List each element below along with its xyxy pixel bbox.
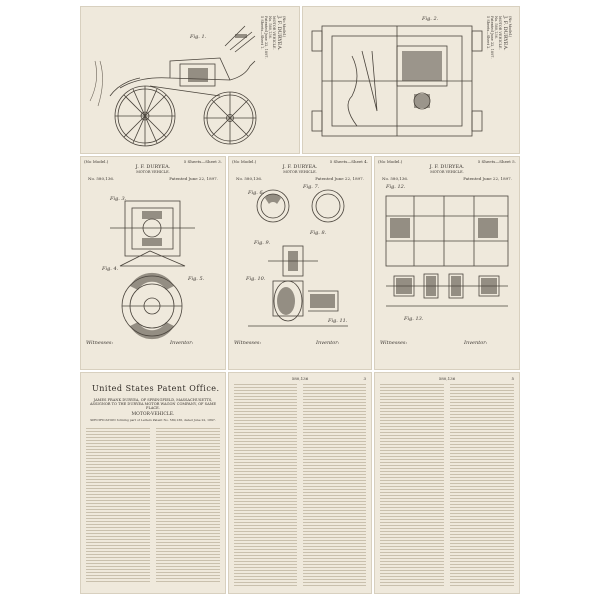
patent-sheet-3 (80, 156, 226, 370)
patent-sheet-5 (374, 156, 520, 370)
inventor-label: Inventor: (464, 340, 488, 346)
text-column-left (234, 384, 297, 588)
inventor-label: Inventor: (316, 340, 340, 346)
invention-title: MOTOR VEHICLE. (136, 170, 170, 174)
fig-label: Fig. 1. (190, 34, 207, 40)
assignor-line (84, 398, 222, 410)
rotated-header (260, 16, 286, 59)
sheets-label: (No Model.) (282, 16, 286, 38)
sheet-count: 5 Sheets—Sheet 4. (329, 159, 368, 164)
patent-date: Patented June 22, 1897. (264, 16, 268, 59)
patent-number: No. 580,136. (268, 16, 272, 39)
sheets-label: (No Model.) (84, 159, 109, 164)
invention-title: MOTOR VEHICLE. (498, 16, 502, 50)
fig-13-label: Fig. 13. (404, 316, 424, 322)
inventor-label: Inventor: (170, 340, 194, 346)
subtitle-2: THE DURYEA MOTOR WAGON COMPANY, OF SAME PLACE. (118, 402, 217, 410)
fig-6-label: Fig. 6. (248, 190, 265, 196)
witnesses-label: Witnesses: (234, 340, 262, 346)
page-number: 3 (363, 376, 366, 381)
patent-sheet-1 (80, 6, 300, 154)
sheets-label: (No Model.) (378, 159, 403, 164)
patent-number: No. 580,136. (236, 176, 263, 181)
sheets-label: (No Model.) (232, 159, 257, 164)
rotated-header (486, 16, 512, 59)
invention-title: MOTOR VEHICLE. (283, 170, 317, 174)
spec-line: SPECIFICATION forming part of Letters Patent No. 580,136, dated June 22, 1897. (90, 418, 216, 422)
subtitle-1: JAMES FRANK DURYEA, OF SPRINGFIELD, MASSACHUSETTS, ASSIGNOR TO (89, 398, 213, 406)
text-column-right (450, 384, 514, 588)
patent-date: Patented June 22, 1897. (463, 176, 512, 181)
text-column-left (380, 384, 444, 588)
inventor-name: J. F. DURYEA. (502, 16, 508, 51)
sheet-count: 5 Sheets—Sheet 3. (183, 159, 222, 164)
fig-3-label: Fig. 3. (110, 196, 127, 202)
office-title: United States Patent Office. (92, 384, 220, 393)
fig-11-label: Fig. 11. (328, 318, 348, 324)
patent-number: No. 580,136. (494, 16, 498, 39)
inventor-name: J. F. DURYEA. (135, 164, 171, 170)
fig-label: Fig. 2. (422, 16, 439, 22)
fig-8-label: Fig. 8. (310, 230, 327, 236)
patent-number: No. 580,136. (88, 176, 115, 181)
sheet-count: 5 Sheets—Sheet 2. (486, 16, 490, 50)
invention-title: MOTOR VEHICLE. (272, 16, 276, 50)
sheet-count: 5 Sheets—Sheet 1. (260, 16, 264, 50)
sheet-count: 5 Sheets—Sheet 5. (477, 159, 516, 164)
patent-date: Patented June 22, 1897. (490, 16, 494, 59)
text-column-right (156, 428, 220, 584)
page-label: 580,136 (438, 376, 456, 381)
inventor-name: J. F. DURYEA. (429, 164, 465, 170)
text-column-right (303, 384, 366, 588)
invention-title: MOTOR VEHICLE. (430, 170, 464, 174)
patent-date: Patented June 22, 1897. (315, 176, 364, 181)
specification-page-3 (374, 372, 520, 594)
fig-10-label: Fig. 10. (246, 276, 266, 282)
fig-5-label: Fig. 5. (188, 276, 205, 282)
fig-12-label: Fig. 12. (386, 184, 406, 190)
patent-sheet-2 (302, 6, 520, 154)
sheets-label: (No Model.) (508, 16, 512, 38)
inventor-name: J. F. DURYEA. (282, 164, 318, 170)
patent-date: Patented June 22, 1897. (169, 176, 218, 181)
witnesses-label: Witnesses: (380, 340, 408, 346)
inventor-name: J. F. DURYEA. (276, 16, 282, 51)
page-label: 580,136 (291, 376, 309, 381)
fig-4-label: Fig. 4. (102, 266, 119, 272)
specification-page-2 (228, 372, 372, 594)
patent-number: No. 580,136. (382, 176, 409, 181)
patent-sheet-4 (228, 156, 372, 370)
page-number: 5 (511, 376, 514, 381)
fig-9-label: Fig. 9. (254, 240, 271, 246)
sheet-3-drawing (80, 156, 226, 370)
sheet-4-drawing (228, 156, 372, 370)
text-column-left (86, 428, 150, 584)
fig-7-label: Fig. 7. (303, 184, 320, 190)
specification-page-1 (80, 372, 226, 594)
witnesses-label: Witnesses: (86, 340, 114, 346)
heading: MOTOR-VEHICLE. (131, 412, 175, 417)
